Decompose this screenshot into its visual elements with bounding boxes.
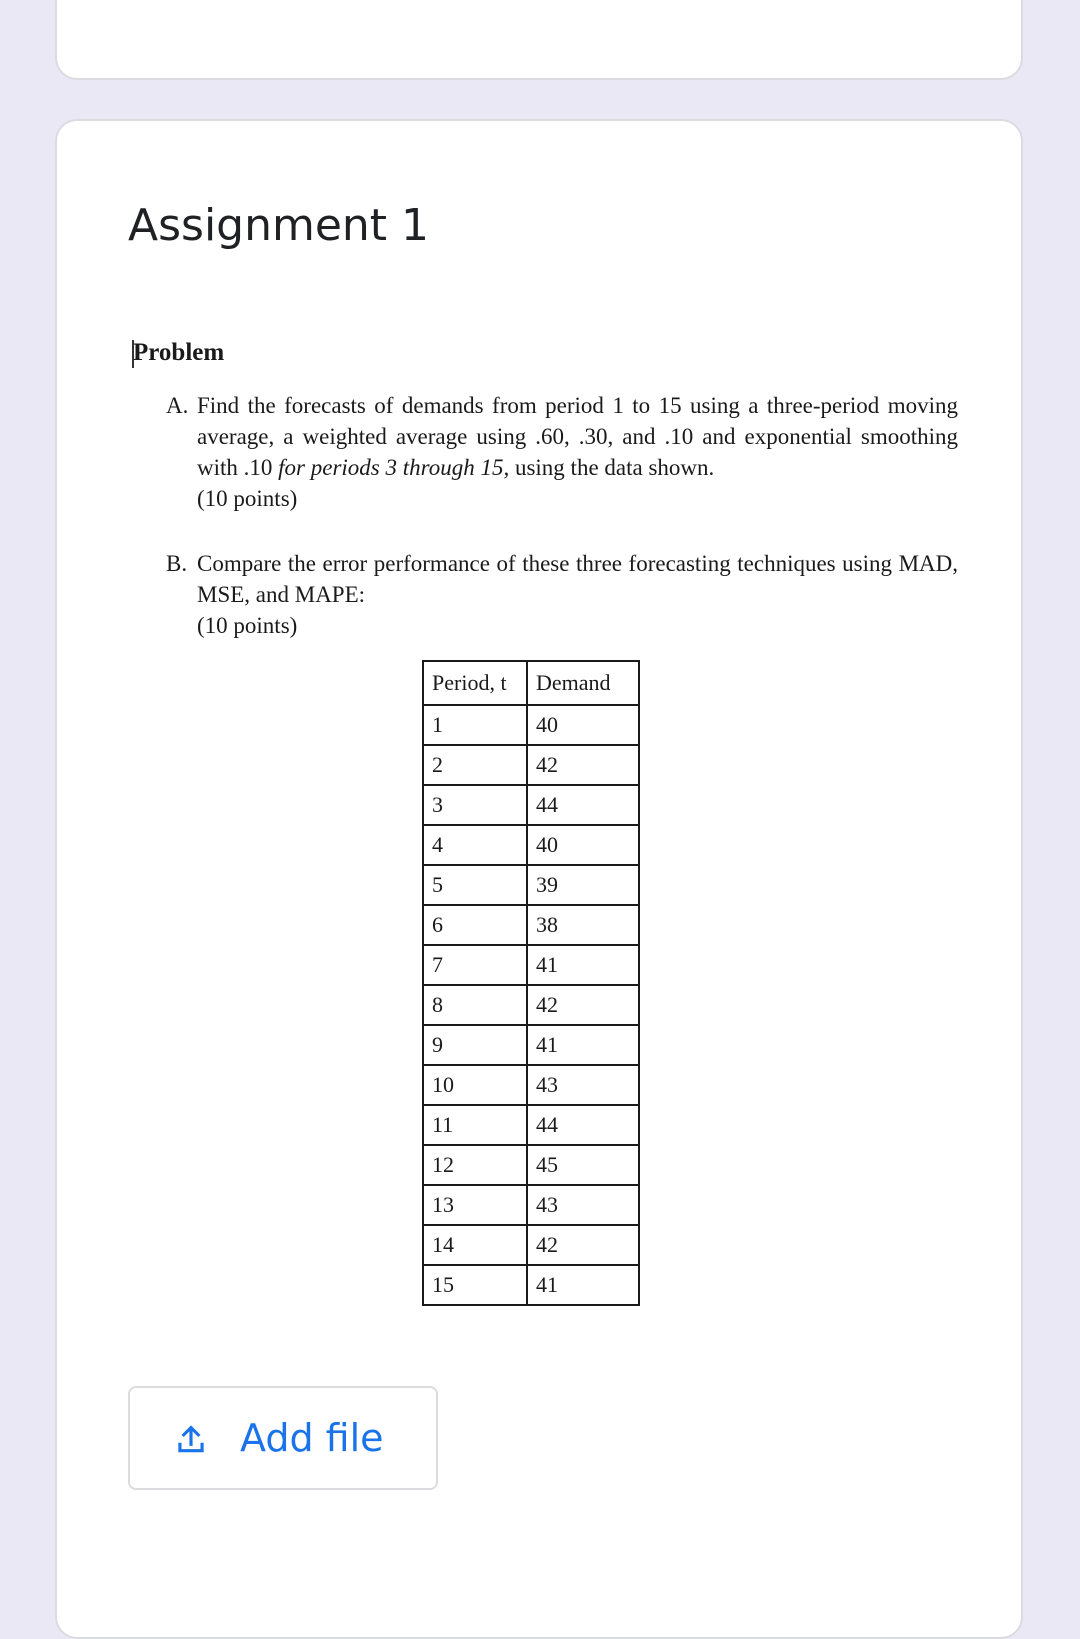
table-row [423, 1105, 639, 1145]
demand-cell: 41 [527, 1025, 639, 1065]
table-row [423, 825, 639, 865]
demand-cell: 40 [527, 825, 639, 865]
table-row [423, 865, 639, 905]
demand-cell: 43 [527, 1065, 639, 1105]
period-cell: 8 [423, 985, 527, 1025]
column-header-demand: Demand [527, 661, 639, 705]
period-cell: 12 [423, 1145, 527, 1185]
period-cell: 10 [423, 1065, 527, 1105]
upload-icon [172, 1419, 210, 1457]
table-row [423, 1025, 639, 1065]
item-letter: A. [166, 393, 189, 418]
period-cell: 9 [423, 1025, 527, 1065]
period-cell: 1 [423, 705, 527, 745]
period-cell: 3 [423, 785, 527, 825]
period-cell: 6 [423, 905, 527, 945]
table-row [423, 1185, 639, 1225]
demand-table [422, 660, 640, 1306]
table-row [423, 985, 639, 1025]
period-cell: 7 [423, 945, 527, 985]
period-cell: 14 [423, 1225, 527, 1265]
demand-cell: 38 [527, 905, 639, 945]
problem-item-a [166, 390, 958, 514]
item-text: Compare the error performance of these three forecasting techniques using MAD, MSE, and MAPE: [197, 551, 958, 607]
demand-cell: 43 [527, 1185, 639, 1225]
table-row [423, 1225, 639, 1265]
period-cell: 4 [423, 825, 527, 865]
demand-cell: 42 [527, 985, 639, 1025]
item-points: (10 points) [197, 613, 298, 638]
item-points: (10 points) [197, 486, 298, 511]
demand-cell: 44 [527, 785, 639, 825]
demand-cell: 42 [527, 745, 639, 785]
table-row [423, 905, 639, 945]
table-row [423, 745, 639, 785]
period-cell: 15 [423, 1265, 527, 1305]
add-file-button[interactable] [128, 1386, 438, 1490]
table-header-row [423, 661, 639, 705]
demand-cell: 39 [527, 865, 639, 905]
column-header-period: Period, t [423, 661, 527, 705]
add-file-label: Add file [240, 1416, 384, 1460]
problem-image [128, 330, 968, 1380]
question-title: Assignment 1 [128, 200, 430, 251]
table-body [423, 705, 639, 1305]
demand-cell: 41 [527, 1265, 639, 1305]
demand-cell: 41 [527, 945, 639, 985]
table-row [423, 1065, 639, 1105]
period-cell: 13 [423, 1185, 527, 1225]
table-row [423, 785, 639, 825]
table-row [423, 945, 639, 985]
table-row [423, 1145, 639, 1185]
problem-heading: Problem [133, 339, 225, 366]
table-row [423, 705, 639, 745]
item-letter: B. [166, 551, 188, 576]
demand-cell: 45 [527, 1145, 639, 1185]
demand-cell: 44 [527, 1105, 639, 1145]
table-row [423, 1265, 639, 1305]
period-cell: 5 [423, 865, 527, 905]
demand-cell: 40 [527, 705, 639, 745]
period-cell: 2 [423, 745, 527, 785]
demand-cell: 42 [527, 1225, 639, 1265]
problem-item-b [166, 548, 958, 641]
previous-question-card [55, 0, 1023, 80]
item-text: Find the forecasts of demands from period 1 to 15 using a three-period moving average, a weighted average using .60, .30, and .10 and exponential smoothing with .10 for periods 3 through 15, using the data shown. [197, 393, 958, 480]
period-cell: 11 [423, 1105, 527, 1145]
